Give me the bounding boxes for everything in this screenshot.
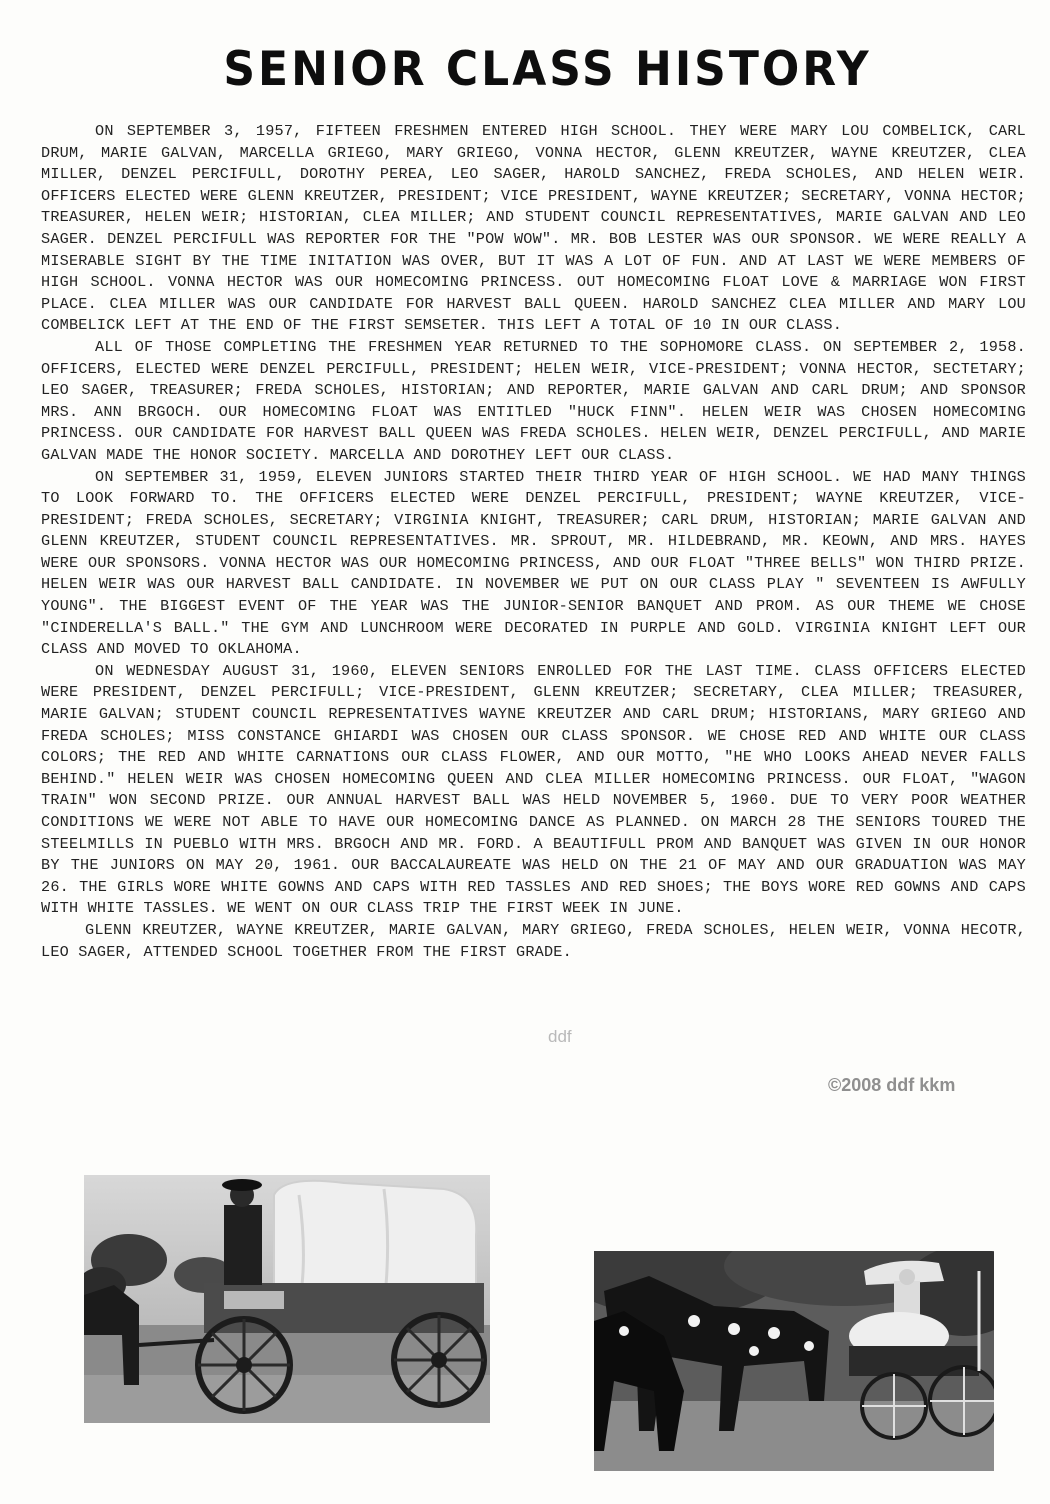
history-paragraph-senior: ON WEDNESDAY AUGUST 31, 1960, ELEVEN SENIORS ENROLLED FOR THE LAST TIME. CLASS OFFICERS ELECTED WERE PRESIDENT, DENZEL PERCIFULL; VICE-PRESIDENT, GLENN KREUTZER; SECRETARY, CLEA MILLER; TREASURER, MARIE GALVAN; STUDENT COUNCIL REPRESENTATIVES WAYNE KREUTZER AND CARL DRUM; HISTORIANS, MARY GRIEGO AND FREDA SCHOLES; MISS CONSTANCE GHIARDI WAS CHOSEN OUR CLASS SPONSOR. WE CHOSE RED AND WHITE OUR CLASS COLORS; THE RED AND WHITE CARNATIONS OUR CLASS FLOWER, AND OUR MOTTO, "HE WHO LOOKS AHEAD NEVER FALLS BEHIND." HELEN WEIR WAS CHOSEN HOMECOMING QUEEN AND CLEA MILLER HOMECOMING PRINCESS. OUR FLOAT, "WAGON TRAIN" WON SECOND PRIZE. OUR ANNUAL HARVEST BALL WAS HELD NOVEMBER 5, 1960. DUE TO VERY POOR WEATHER CONDITIONS WE WERE NOT ABLE TO HAVE OUR HOMECOMING DANCE AS PLANNED. ON MARCH 28 THE SENIORS TOURED THE STEELMILLS IN PUEBLO WITH MRS. BRGOCH AND MR. FORD. A BEAUTIFULL PROM AND BANQUET WAS GIVEN IN OUR HONOR BY THE JUNIORS ON MAY 20, 1961. OUR BACCALAUREATE WAS HELD ON THE 21 OF MAY AND OUR GRADUATION WAS MAY 26. THE GIRLS WORE WHITE GOWNS AND CAPS WITH RED TASSLES AND RED SHOES; THE BOYS WORE RED GOWNS AND CAPS WITH WHITE TASSLES. WE WENT ON OUR CLASS TRIP THE FIRST WEEK IN JUNE. [41, 661, 1026, 918]
watermark-ddf: ddf [548, 1027, 572, 1046]
covered-wagon-image [84, 1175, 490, 1423]
class-history-text [41, 121, 1026, 963]
history-paragraph-closing: GLENN KREUTZER, WAYNE KREUTZER, MARIE GALVAN, MARY GRIEGO, FREDA SCHOLES, HELEN WEIR, VONNA HECOTR, LEO SAGER, ATTENDED SCHOOL TOGETHER FROM THE FIRST GRADE. [41, 920, 1026, 961]
horse-carriage-image [594, 1251, 994, 1471]
history-paragraph-junior: ON SEPTEMBER 31, 1959, ELEVEN JUNIORS STARTED THEIR THIRD YEAR OF HIGH SCHOOL. WE HAD MANY THINGS TO LOOK FORWARD TO. THE OFFICERS ELECTED WERE DENZEL PERCIFULL, PRESIDENT; WAYNE KREUTZER, VICE-PRESIDENT; FREDA SCHOLES, SECRETARY; VIRGINIA KNIGHT, TREASURER; CARL DRUM, HISTORIAN; MARIE GALVAN AND GLENN KREUTZER, STUDENT COUNCIL REPRESENTATIVES. MR. SPROUT, MR. HILDEBRAND, MR. KEOWN, AND MRS. HAYES WERE OUR SPONSORS. VONNA HECTOR WAS OUR HOMECOMING PRINCESS, AND OUR FLOAT "THREE BELLS" WON THIRD PRIZE. HELEN WEIR WAS OUR HARVEST BALL CANDIDATE. IN NOVEMBER WE PUT ON OUR CLASS PLAY " SEVENTEEN IS AWFULLY YOUNG". THE BIGGEST EVENT OF THE YEAR WAS THE JUNIOR-SENIOR BANQUET AND PROM. AS OUR THEME WE CHOSE "CINDERELLA'S BALL." THE GYM AND LUNCHROOM WERE DECORATED IN PURPLE AND GOLD. VIRGINIA KNIGHT LEFT OUR CLASS AND MOVED TO OKLAHOMA. [41, 467, 1026, 659]
photo-horse-carriage [594, 1251, 994, 1471]
page-title: SENIOR CLASS HISTORY [223, 41, 872, 98]
photo-covered-wagon [84, 1175, 490, 1423]
history-paragraph-freshman: ON SEPTEMBER 3, 1957, FIFTEEN FRESHMEN ENTERED HIGH SCHOOL. THEY WERE MARY LOU COMBELICK, CARL DRUM, MARIE GALVAN, MARCELLA GRIEGO, MARY GRIEGO, VONNA HECTOR, GLENN KREUTZER, WAYNE KREUTZER, CLEA MILLER, DENZEL PERCIFULL, DOROTHY PEREA, LEO SAGER, HAROLD SANCHEZ, FREDA SCHOLES, AND HELEN WEIR. OFFICERS ELECTED WERE GLENN KREUTZER, PRESIDENT; VICE PRESIDENT, WAYNE KREUTZER; SECRETARY, VONNA HECTOR; TREASURER, HELEN WEIR; HISTORIAN, CLEA MILLER; AND STUDENT COUNCIL REPRESENTATIVES, MARIE GALVAN AND LEO SAGER. DENZEL PERCIFULL WAS REPORTER FOR THE "POW WOW". MR. BOB LESTER WAS OUR SPONSOR. WE WERE REALLY A MISERABLE SIGHT BY THE TIME INITATION WAS OVER, BUT IT WAS A LOT OF FUN. AND AT LAST WE WERE MEMBERS OF HIGH SCHOOL. VONNA HECTOR WAS OUR HOMECOMING PRINCESS. OUT HOMECOMING FLOAT LOVE & MARRIAGE WON FIRST PLACE. CLEA MILLER WAS OUR CANDIDATE FOR HARVEST BALL QUEEN. HAROLD SANCHEZ CLEA MILLER AND MARY LOU COMBELICK LEFT AT THE END OF THE FIRST SEMSETER. THIS LEFT A TOTAL OF 10 IN OUR CLASS. [41, 122, 1026, 335]
copyright-watermark: ©2008 ddf kkm [828, 1075, 956, 1095]
history-paragraph-sophomore: ALL OF THOSE COMPLETING THE FRESHMEN YEAR RETURNED TO THE SOPHOMORE CLASS. ON SEPTEMBER 2, 1958. OFFICERS, ELECTED WERE DENZEL PERCIFULL, PRESIDENT; HELEN WEIR, VICE-PRESIDENT; VONNA HECTOR, SECTETARY; LEO SAGER, TREASURER; FREDA SCHOLES, HISTORIAN; AND REPORTER, MARIE GALVAN AND CARL DRUM; AND SPONSOR MRS. ANN BRGOCH. OUR HOMECOMING FLOAT WAS ENTITLED "HUCK FINN". HELEN WEIR WAS CHOSEN HOMECOMING PRINCESS. OUR CANDIDATE FOR HARVEST BALL QUEEN WAS FREDA SCHOLES. HELEN WEIR, DENZEL PERCIFULL, AND MARIE GALVAN MADE THE HONOR SOCIETY. MARCELLA AND DOROTHEY LEFT OUR CLASS. [41, 337, 1026, 464]
